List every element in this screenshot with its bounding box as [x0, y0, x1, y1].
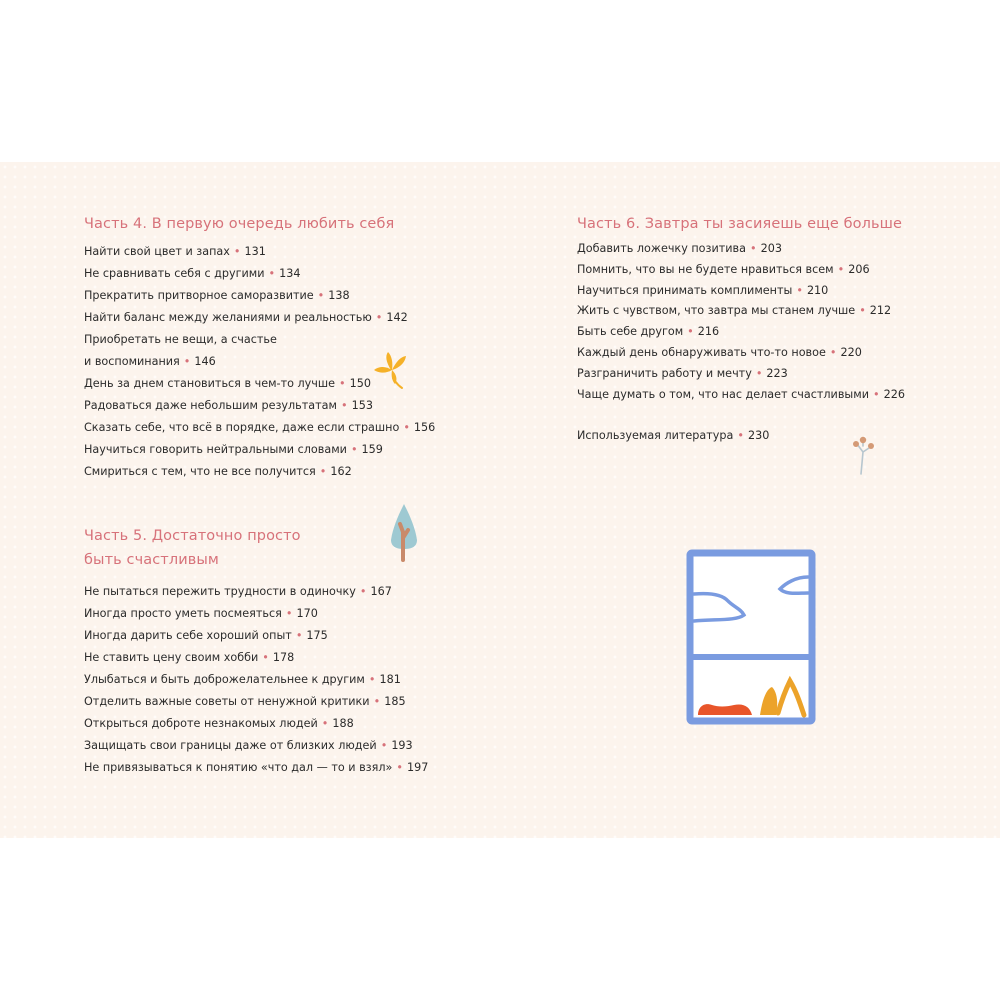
twig-icon	[847, 434, 879, 476]
toc-entry[interactable]: Прекратить притворное саморазвитие • 138	[84, 289, 350, 302]
toc-entry[interactable]: Жить с чувством, что завтра мы станем лучше • 212	[577, 304, 892, 318]
toc-entry[interactable]: Быть себе другом • 216	[577, 325, 720, 339]
page-number: 203	[760, 242, 782, 255]
toc-entry[interactable]: Радоваться даже небольшим результатам • 153	[84, 399, 373, 412]
page-number: 150	[349, 377, 371, 390]
page-number: 181	[379, 673, 401, 686]
page-number: 131	[244, 245, 266, 258]
toc-entry[interactable]: Не пытаться пережить трудности в одиночку • 167	[84, 585, 392, 598]
toc-entry[interactable]: Отделить важные советы от ненужной критики • 185	[84, 695, 406, 708]
toc-entry[interactable]: Не сравнивать себя с другими • 134	[84, 267, 301, 280]
leaf-icon	[372, 348, 412, 390]
page-number: 156	[413, 421, 436, 434]
toc-entry[interactable]: Иногда просто уметь посмеяться • 170	[84, 607, 318, 620]
book-spread	[0, 162, 1000, 838]
page-number: 175	[306, 629, 328, 642]
toc-entry[interactable]: Научиться принимать комплименты • 210	[577, 283, 829, 297]
page-number: 162	[330, 465, 352, 478]
page-number: 216	[697, 325, 720, 339]
toc-entry[interactable]: День за днем становиться в чем-то лучше • 150	[84, 377, 371, 390]
window-illustration	[686, 549, 818, 727]
part-title: Часть 5. Достаточно просто быть счастливым	[84, 528, 301, 568]
toc-entry[interactable]: Чаще думать о том, что нас делает счастливыми • 226	[577, 387, 905, 401]
page-number: 159	[361, 443, 383, 456]
page-number: 188	[332, 717, 354, 730]
toc-entry[interactable]: Каждый день обнаруживать что-то новое • 220	[577, 345, 862, 359]
page-number: 138	[328, 289, 350, 302]
toc-entry[interactable]: Защищать свои границы даже от близких людей • 193	[84, 739, 413, 752]
page-number: 220	[840, 345, 862, 359]
toc-entry[interactable]: Улыбаться и быть доброжелательнее к другим • 181	[84, 673, 401, 686]
bibliography-entry[interactable]: Используемая литература • 230	[577, 429, 770, 443]
toc-entry[interactable]: Помнить, что вы не будете нравиться всем • 206	[577, 262, 870, 276]
page-number: 146	[194, 355, 216, 368]
toc-entry[interactable]: Не ставить цену своим хобби • 178	[84, 651, 295, 664]
page-number: 226	[883, 387, 905, 401]
page-number: 230	[747, 429, 770, 443]
page-number: 193	[391, 739, 413, 752]
toc-entry[interactable]: Иногда дарить себе хороший опыт • 175	[84, 629, 328, 642]
part-title: Часть 6. Завтра ты засияешь еще больше	[577, 216, 903, 232]
toc-entry[interactable]: Не привязываться к понятию «что дал — то и взял» • 197	[84, 761, 429, 774]
part-5-section	[84, 524, 428, 779]
page-number: 170	[296, 607, 318, 620]
tree-icon	[389, 502, 419, 564]
toc-entry[interactable]: Добавить ложечку позитива • 203	[577, 242, 782, 255]
toc-entry[interactable]: Сказать себе, что всё в порядке, даже если страшно • 156	[84, 421, 436, 434]
toc-list	[577, 239, 905, 405]
page-number: 212	[869, 304, 892, 318]
page-number: 223	[766, 366, 788, 380]
page-number: 142	[386, 311, 408, 324]
page-number: 153	[351, 399, 373, 412]
page-number: 167	[370, 585, 392, 598]
toc-entry[interactable]: Смириться с тем, что не все получится • 162	[84, 465, 352, 478]
part-title: Часть 4. В первую очередь любить себя	[84, 216, 395, 232]
part-6-section	[577, 212, 905, 447]
toc-entry[interactable]: Приобретать не вещи, а счастье и воспоминания • 146	[84, 333, 277, 368]
page-number: 197	[406, 761, 429, 774]
toc-entry[interactable]: Разграничить работу и мечту • 223	[577, 366, 788, 380]
toc-entry[interactable]: Найти баланс между желаниями и реальностью • 142	[84, 311, 408, 324]
toc-entry[interactable]: Открыться доброте незнакомых людей • 188	[84, 717, 354, 730]
toc-entry[interactable]: Найти свой цвет и запах • 131	[84, 245, 266, 258]
page-number: 206	[848, 262, 870, 276]
toc-entry[interactable]: Научиться говорить нейтральными словами • 159	[84, 443, 383, 456]
page-number: 185	[384, 695, 406, 708]
page-number: 210	[806, 283, 829, 297]
toc-list	[84, 581, 428, 779]
page-number: 134	[279, 267, 301, 280]
page-number: 178	[272, 651, 295, 664]
